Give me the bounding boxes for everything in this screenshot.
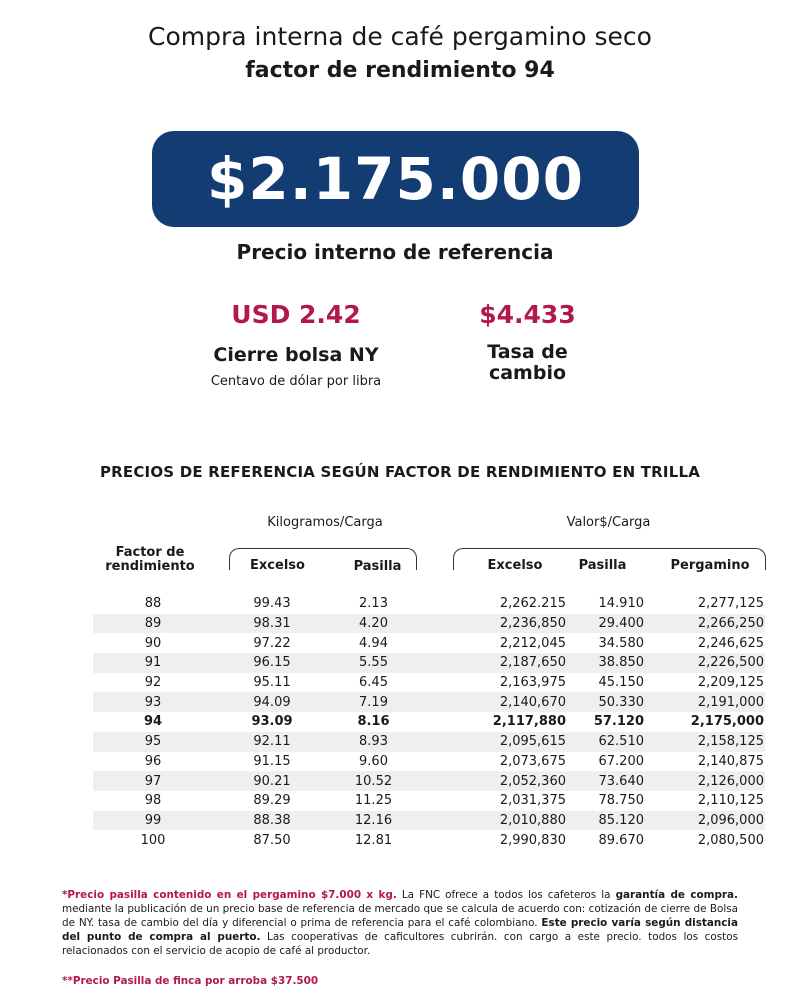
cell-valor-pergamino: 2,110,125: [697, 793, 764, 809]
cell-valor-excelso: 2,212,045: [499, 635, 566, 651]
cell-factor: 93: [144, 694, 162, 710]
cell-kilos-pasilla: 5.55: [359, 655, 388, 671]
table-row: [93, 811, 765, 831]
cell-valor-excelso: 2,236,850: [499, 616, 566, 632]
footnote-text-a: La FNC ofrece a todos los cafeteros la: [396, 889, 616, 901]
cell-valor-pergamino: 2,266,250: [697, 616, 764, 632]
cell-valor-excelso: 2,095,615: [499, 734, 566, 750]
cell-kilos-excelso: 99.43: [253, 596, 291, 612]
cell-valor-pasilla: 57.120: [593, 714, 644, 730]
cell-valor-excelso: 2,163,975: [499, 675, 566, 691]
cell-valor-pasilla: 34.580: [598, 635, 644, 651]
cell-factor: 94: [143, 714, 163, 730]
cell-factor: 96: [144, 753, 162, 769]
cell-valor-pergamino: 2,277,125: [697, 596, 764, 612]
cell-valor-pasilla: 73.640: [598, 773, 644, 789]
cell-valor-excelso: 2,010,880: [499, 812, 566, 828]
table-row: [93, 732, 765, 752]
cell-kilos-pasilla: 12.81: [354, 832, 393, 848]
column-header-kilos-pasilla: Pasilla: [353, 559, 402, 574]
table-row: [93, 712, 765, 732]
cell-valor-pergamino: 2,080,500: [697, 832, 764, 848]
cell-kilos-pasilla: 12.16: [354, 812, 393, 828]
exchange-rate-label-line1: Tasa de: [487, 341, 568, 363]
table-row: [93, 692, 765, 712]
cell-valor-excelso: 2,052,360: [499, 773, 566, 789]
title-line-2: factor de rendimiento 94: [245, 58, 555, 83]
cell-kilos-pasilla: 2.13: [359, 596, 388, 612]
cell-valor-excelso: 2,262.215: [499, 596, 566, 612]
cell-valor-pasilla: 67.200: [598, 753, 644, 769]
footnote-pasilla-price: *Precio pasilla contenido en el pergamino $7.000 x kg.: [62, 889, 397, 901]
cell-valor-pasilla: 45.150: [598, 675, 644, 691]
cell-kilos-excelso: 95.11: [253, 675, 291, 691]
cell-kilos-excelso: 93.09: [251, 714, 293, 730]
cell-valor-pergamino: 2,158,125: [697, 734, 764, 750]
cell-valor-pergamino: 2,096,000: [697, 812, 764, 828]
column-header-factor: [95, 546, 205, 574]
cell-valor-pasilla: 14.910: [598, 596, 644, 612]
cell-valor-pasilla: 85.120: [598, 812, 644, 828]
cell-valor-pasilla: 29.400: [598, 616, 644, 632]
column-header-kilos-excelso: Excelso: [250, 558, 305, 573]
cell-valor-excelso: 2,073,675: [499, 753, 566, 769]
cell-kilos-pasilla: 8.93: [359, 734, 388, 750]
cell-valor-pasilla: 62.510: [598, 734, 644, 750]
column-header-valor-pasilla: Pasilla: [578, 558, 627, 573]
group-header-valor: Valor$/Carga: [566, 515, 651, 530]
ny-close-value: USD 2.42: [231, 300, 361, 329]
ny-close-sublabel: Centavo de dólar por libra: [210, 374, 382, 389]
cell-kilos-excelso: 88.38: [253, 812, 291, 828]
cell-kilos-excelso: 94.09: [253, 694, 291, 710]
cell-kilos-pasilla: 7.19: [359, 694, 388, 710]
cell-kilos-excelso: 92.11: [253, 734, 291, 750]
table-row: [93, 791, 765, 811]
table-row: [93, 771, 765, 791]
table-row: [93, 752, 765, 772]
cell-factor: 90: [144, 635, 162, 651]
price-value: $2.175.000: [207, 145, 584, 213]
cell-valor-excelso: 2,990,830: [499, 832, 566, 848]
cell-factor: 100: [140, 832, 166, 848]
price-banner: [152, 131, 639, 227]
cell-valor-pasilla: 78.750: [598, 793, 644, 809]
cell-valor-pergamino: 2,140,875: [697, 753, 764, 769]
title-line-1: Compra interna de café pergamino seco: [148, 22, 652, 51]
footnote-main: [62, 888, 738, 958]
price-table: [93, 594, 765, 850]
cell-kilos-excelso: 89.29: [253, 793, 291, 809]
cell-factor: 88: [144, 596, 162, 612]
cell-kilos-excelso: 96.15: [253, 655, 291, 671]
cell-valor-pasilla: 38.850: [598, 655, 644, 671]
cell-factor: 99: [144, 812, 162, 828]
table-row: [93, 653, 765, 673]
cell-valor-excelso: 2,140,670: [499, 694, 566, 710]
cell-valor-excelso: 2,117,880: [492, 714, 566, 730]
price-label: Precio interno de referencia: [236, 240, 554, 264]
cell-kilos-pasilla: 10.52: [354, 773, 393, 789]
cell-valor-pergamino: 2,246,625: [697, 635, 764, 651]
table-row: [93, 614, 765, 634]
column-header-valor-excelso: Excelso: [487, 558, 543, 573]
cell-factor: 97: [144, 773, 162, 789]
table-row: [93, 830, 765, 850]
cell-factor: 92: [144, 675, 162, 691]
cell-kilos-excelso: 90.21: [253, 773, 291, 789]
column-header-valor-pergamino: Pergamino: [670, 558, 750, 573]
footnote-text-e: Las cooperativas de caficultores cubrirán. con cargo a este precio. todos los costos relacionados con el servicio de acopio de café al productor.: [62, 931, 738, 957]
cell-factor: 89: [144, 616, 162, 632]
cell-kilos-excelso: 91.15: [253, 753, 291, 769]
column-header-factor-line2: rendimiento: [105, 559, 195, 574]
column-header-factor-line1: Factor de: [115, 545, 185, 560]
table-section-title: PRECIOS DE REFERENCIA SEGÚN FACTOR DE RENDIMIENTO EN TRILLA: [99, 463, 701, 481]
cell-factor: 95: [144, 734, 162, 750]
cell-valor-excelso: 2,031,375: [499, 793, 566, 809]
cell-kilos-pasilla: 8.16: [357, 714, 390, 730]
cell-kilos-pasilla: 4.20: [359, 616, 388, 632]
cell-valor-excelso: 2,187,650: [499, 655, 566, 671]
group-header-kilos: Kilogramos/Carga: [267, 515, 383, 530]
cell-kilos-pasilla: 4.94: [359, 635, 388, 651]
ny-close-label: Cierre bolsa NY: [213, 344, 379, 366]
exchange-rate-label-line2: cambio: [488, 362, 567, 384]
cell-valor-pergamino: 2,226,500: [697, 655, 764, 671]
footnote-guarantee: garantía de compra.: [615, 889, 739, 901]
cell-factor: 98: [144, 793, 162, 809]
footnote-farm-pasilla: **Precio Pasilla de finca por arroba $37.500: [62, 975, 319, 987]
cell-valor-pasilla: 50.330: [598, 694, 644, 710]
exchange-rate-value: $4.433: [479, 300, 576, 329]
footnote-distance: Este precio varía según distancia del punto de compra al puerto.: [62, 917, 738, 943]
cell-kilos-excelso: 87.50: [253, 832, 291, 848]
cell-kilos-excelso: 98.31: [253, 616, 291, 632]
table-row: [93, 673, 765, 693]
cell-valor-pergamino: 2,175,000: [690, 714, 764, 730]
cell-valor-pergamino: 2,191,000: [697, 694, 764, 710]
exchange-rate-label: [455, 342, 600, 384]
cell-factor: 91: [144, 655, 162, 671]
cell-kilos-pasilla: 6.45: [359, 675, 388, 691]
cell-kilos-excelso: 97.22: [253, 635, 291, 651]
footnote-text-c: mediante la publicación de un precio base de referencia de mercado que se calcula de acuerdo con: cotización de cierre de Bolsa de NY. tasa de cambio del día y diferencial o prima de referencia para el café colombiano.: [62, 903, 738, 929]
table-row: [93, 633, 765, 653]
cell-valor-pergamino: 2,209,125: [697, 675, 764, 691]
cell-valor-pergamino: 2,126,000: [697, 773, 764, 789]
cell-kilos-pasilla: 11.25: [354, 793, 393, 809]
cell-valor-pasilla: 89.670: [598, 832, 644, 848]
cell-kilos-pasilla: 9.60: [359, 753, 388, 769]
table-row: [93, 594, 765, 614]
